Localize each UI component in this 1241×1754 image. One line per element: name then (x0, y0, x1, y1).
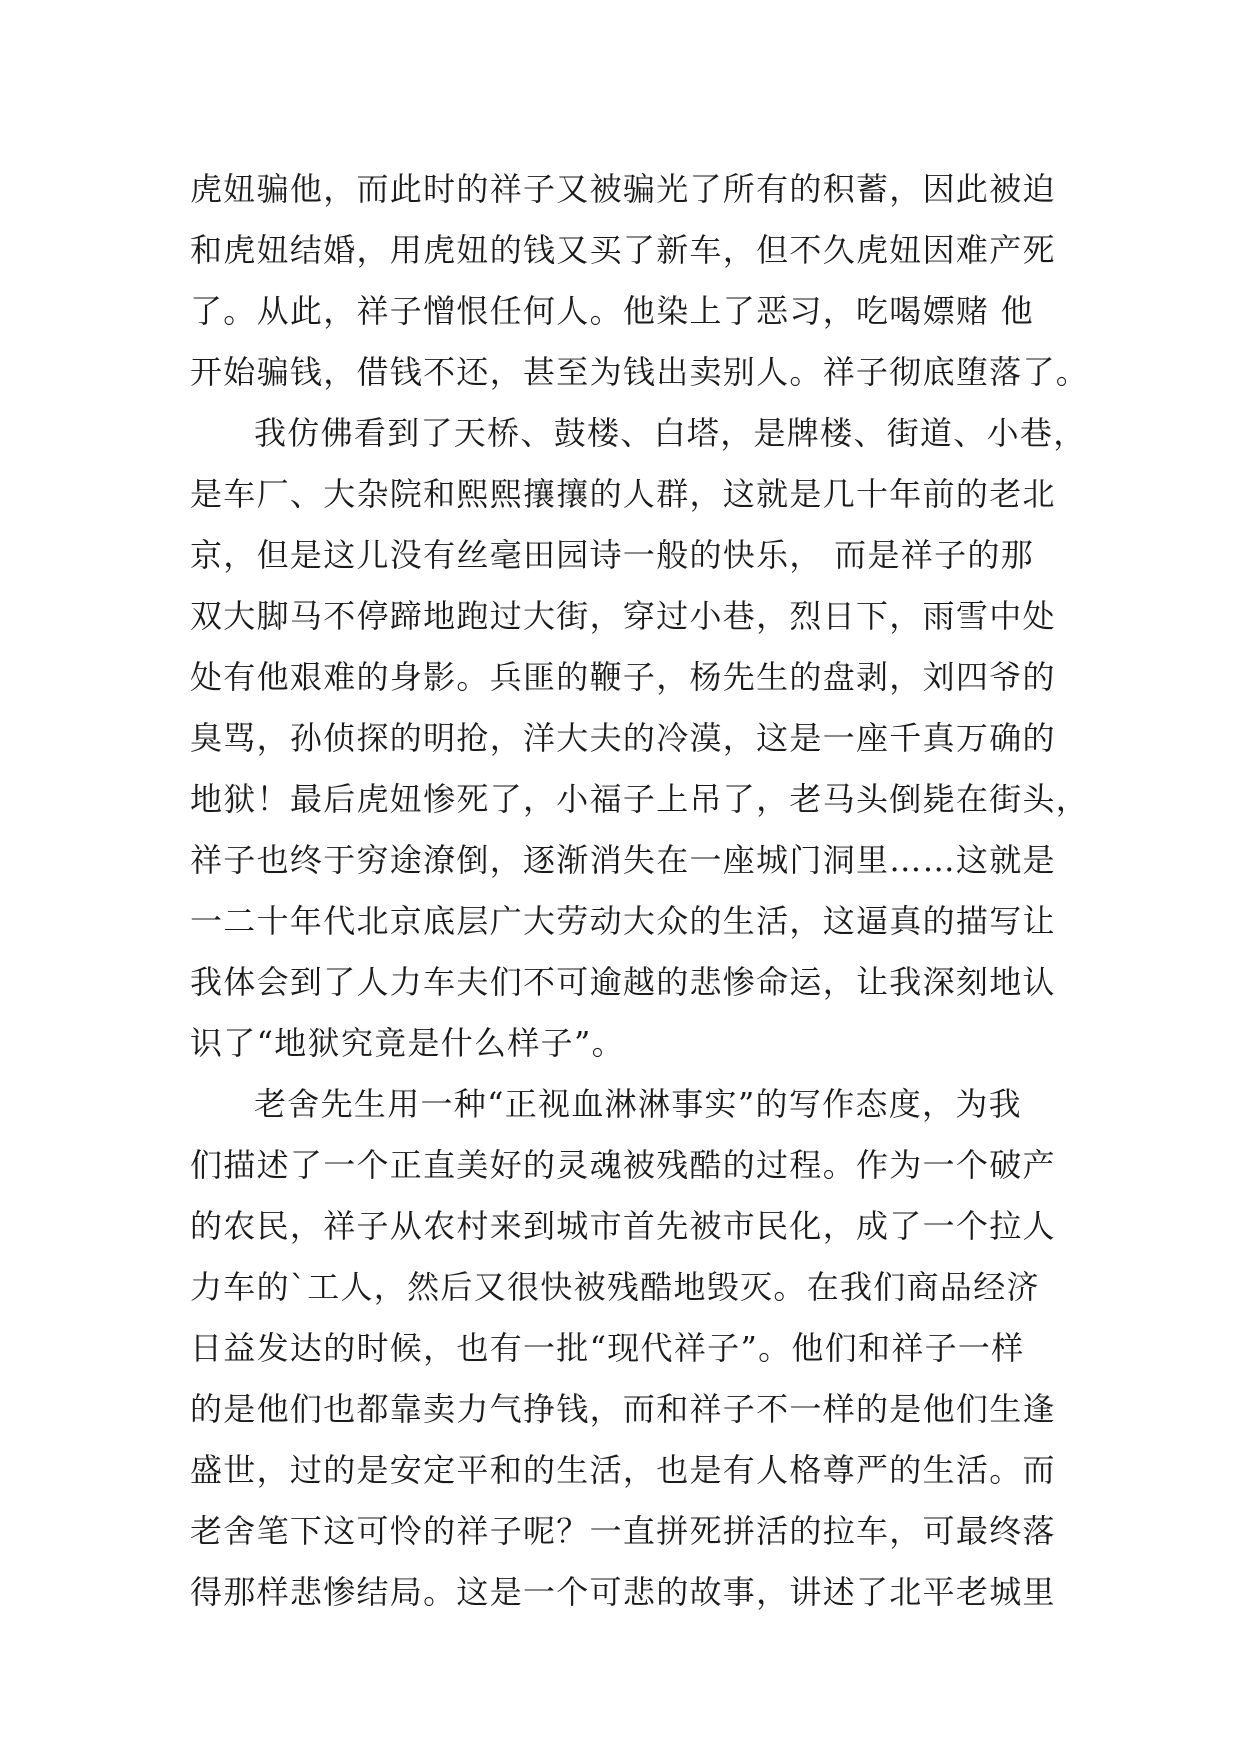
paragraph (190, 403, 1090, 1074)
text-line: 一二十年代北京底层广大劳动大众的生活，这逼真的描写让 (190, 902, 1056, 940)
text-line: 们描述了一个正直美好的灵魂被残酷的过程。作为一个破产 (190, 1146, 1056, 1184)
text-line: 臭骂，孙侦探的明抢，洋大夫的冷漠，这是一座千真万确的 (190, 719, 1056, 757)
text-line: 识了“地狱究竟是什么样子”。 (190, 1024, 625, 1062)
text-line: 虎妞骗他，而此时的祥子又被骗光了所有的积蓄，因此被迫 (190, 170, 1056, 208)
document-body (190, 159, 1090, 1623)
text-line: 我体会到了人力车夫们不可逾越的悲惨命运，让我深刻地认 (190, 963, 1056, 1001)
text-line: 我仿佛看到了天桥、鼓楼、白塔，是牌楼、街道、小巷， (254, 414, 1087, 452)
text-line: 开始骗钱，借钱不还，甚至为钱出卖别人。祥子彻底堕落了。 (190, 353, 1090, 391)
text-line: 日益发达的时候，也有一批“现代祥子”。他们和祥子一样 (190, 1329, 1025, 1367)
text-line: 得那样悲惨结局。这是一个可悲的故事，讲述了北平老城里 (190, 1573, 1056, 1611)
text-line: 京，但是这儿没有丝毫田园诗一般的快乐， 而是祥子的那 (190, 536, 1034, 574)
text-line: 的是他们也都靠卖力气挣钱，而和祥子不一样的是他们生逢 (190, 1390, 1056, 1428)
paragraph (190, 1074, 1070, 1623)
text-line: 的农民，祥子从农村来到城市首先被市民化，成了一个拉人 (190, 1207, 1056, 1245)
text-line: 和虎妞结婚，用虎妞的钱又买了新车，但不久虎妞因难产死 (190, 231, 1056, 269)
text-line: 力车的`工人，然后又很快被残酷地毁灭。在我们商品经济 (190, 1268, 1040, 1306)
paragraph (190, 159, 1090, 403)
text-line: 老舍先生用一种“正视血淋淋事实”的写作态度，为我 (254, 1085, 1022, 1123)
text-line: 是车厂、大杂院和熙熙攘攘的人群，这就是几十年前的老北 (190, 475, 1056, 513)
text-line: 地狱！最后虎妞惨死了，小福子上吊了，老马头倒毙在街头， (190, 780, 1090, 818)
text-line: 老舍笔下这可怜的祥子呢？一直拼死拼活的拉车，可最终落 (190, 1512, 1056, 1550)
text-line: 盛世，过的是安定平和的生活，也是有人格尊严的生活。而 (190, 1451, 1056, 1489)
text-line: 了。从此，祥子憎恨任何人。他染上了恶习，吃喝嫖赌 他 (190, 292, 1034, 330)
text-line: 祥子也终于穷途潦倒，逐渐消失在一座城门洞里……这就是 (190, 841, 1056, 879)
text-line: 双大脚马不停蹄地跑过大街，穿过小巷，烈日下，雨雪中处 (190, 597, 1056, 635)
text-line: 处有他艰难的身影。兵匪的鞭子，杨先生的盘剥，刘四爷的 (190, 658, 1056, 696)
